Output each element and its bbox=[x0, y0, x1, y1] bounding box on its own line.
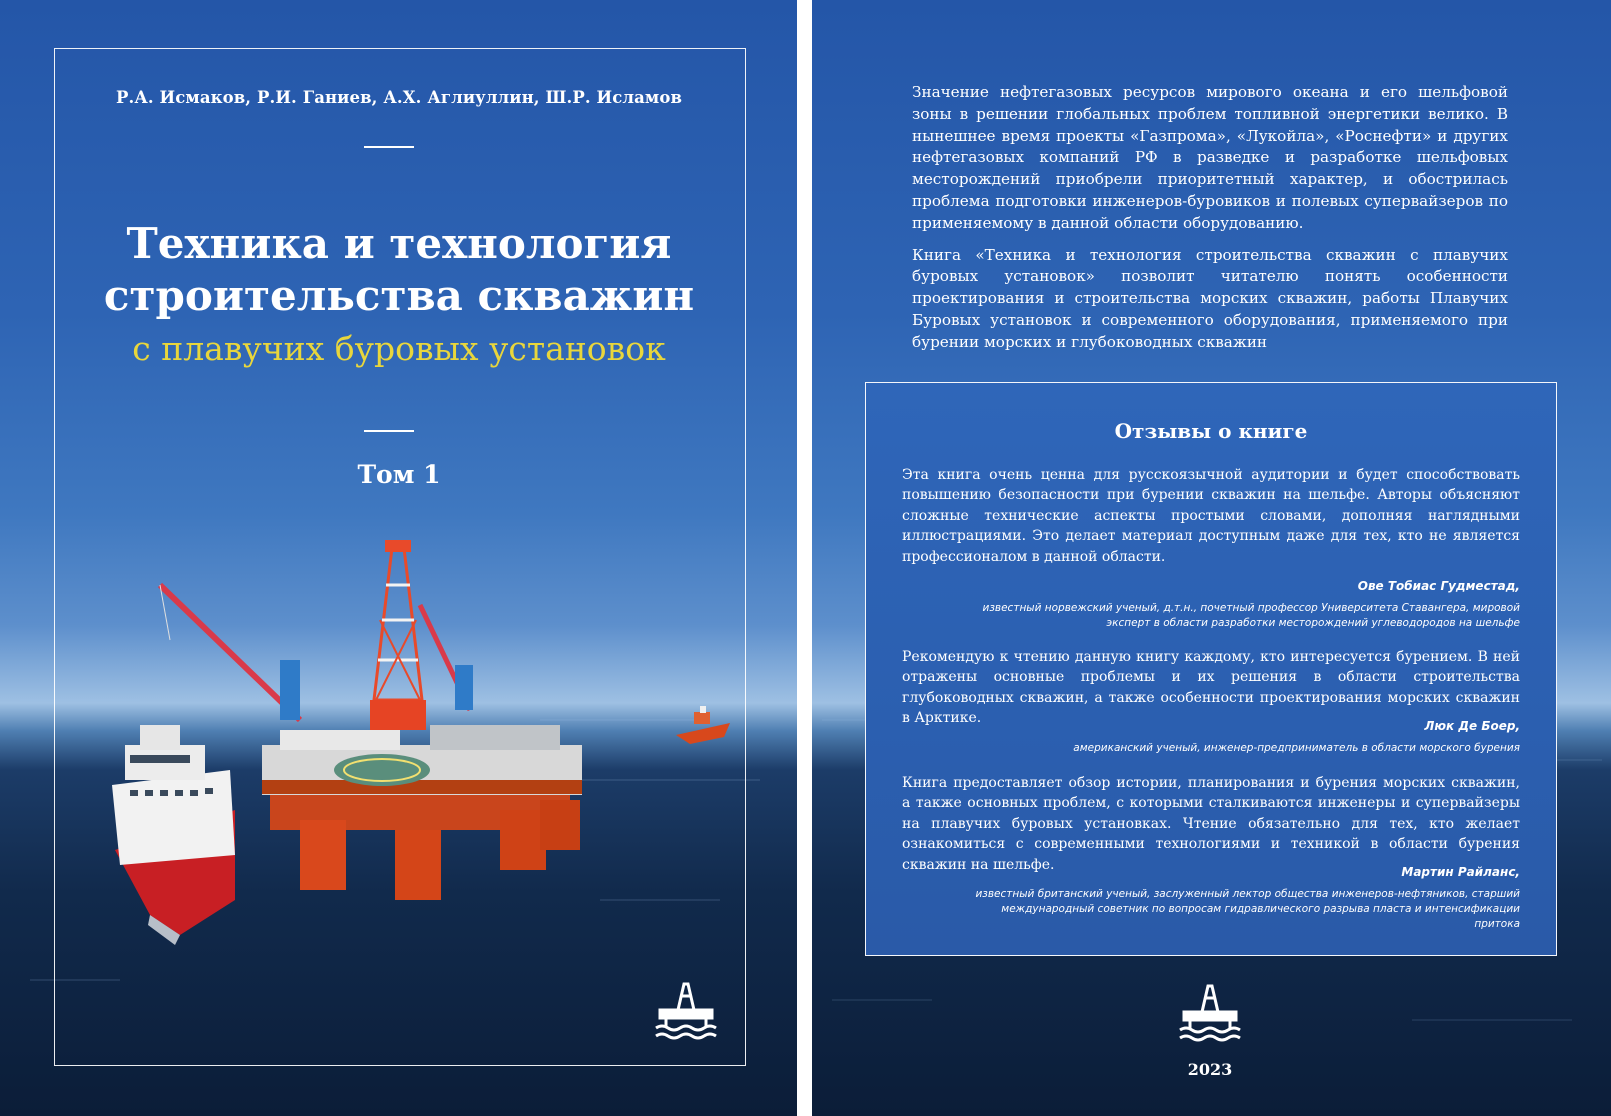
book-title bbox=[54, 218, 744, 322]
reviewer-role: известный норвежский ученый, д.т.н., почетный профессор Университета Ставангера, мировой эксперт в области разработки месторождений углеводородов на шельфе bbox=[982, 602, 1520, 629]
volume-label: Том 1 bbox=[357, 460, 441, 489]
intro-paragraph: Книга «Техника и технология строительства скважин с плавучих буровых установок» позволит читателю понять особенности проектирования и строительства морских скважин, работы Плавучих Буровых установок и современного оборудования, применяемого при бурении морских и глубоководных скважин bbox=[912, 245, 1508, 351]
cover-frame bbox=[54, 48, 746, 1066]
intro-paragraph: Значение нефтегазовых ресурсов мирового океана и его шельфовой зоны в решении глобальных проблем топливной энергетики велико. В нынешнее время проекты «Газпрома», «Лукойла», «Роснефти» и других нефтегазовых компаний РФ в разведке и разработке шельфовых месторождений приобрели приоритетный характер, и обострилась проблема подготовки инженеров-буровиков и полевых супервайзеров по применяемому в данной области оборудованию. bbox=[912, 83, 1508, 232]
reviews-box bbox=[865, 382, 1557, 956]
reviewer-role: известный британский ученый, заслуженный лектор общества инженеров-нефтяников, старший международный советник по вопросам гидравлического разрыва пласта и интенсификации притока bbox=[975, 888, 1520, 930]
review-text: Эта книга очень ценна для русскоязычной аудитории и будет способствовать повышению безопасности при бурении скважин на шельфе. Авторы объясняют сложные технические аспекты простыми словами, дополняя наглядными иллюстрациями. Это делает материал доступным даже для тех, кто не является профессионалом в данной области. bbox=[902, 467, 1520, 565]
book-title-line1: Техника и технология bbox=[126, 219, 672, 268]
authors: Р.А. Исмаков, Р.И. Ганиев, А.Х. Аглиуллин, Ш.Р. Исламов bbox=[115, 88, 683, 107]
divider-top bbox=[364, 146, 414, 148]
drilling-platform-logo-icon bbox=[652, 978, 720, 1042]
reviewer-name: Люк Де Боер, bbox=[1424, 719, 1520, 733]
review-text: Рекомендую к чтению данную книгу каждому, кто интересуется бурением. В ней отражены основные проблемы и их решения в области строительства глубоководных скважин, а также особенности проектирования морских скважин в Арктике. bbox=[902, 649, 1520, 727]
reviewer-role: американский ученый, инженер-предприниматель в области морского бурения bbox=[1073, 742, 1520, 754]
back-intro bbox=[912, 82, 1508, 364]
book-title-line2: строительства скважин bbox=[103, 271, 695, 320]
reviews-title: Отзывы о книге bbox=[1114, 419, 1308, 443]
divider-middle bbox=[364, 430, 414, 432]
reviewer-name: Мартин Райланс, bbox=[1401, 865, 1520, 879]
drilling-platform-logo-icon bbox=[1176, 980, 1244, 1044]
review-text: Книга предоставляет обзор истории, планирования и бурения морских скважин, а также основных проблем, с которыми сталкиваются инженеры и супервайзеры на плавучих буровых установках. Чтение обязательно для тех, кто желает ознакомиться с современными технологиями и техникой в области бурения скважин на шельфе. bbox=[902, 775, 1520, 873]
book-subtitle: с плавучих буровых установок bbox=[132, 329, 666, 368]
front-cover bbox=[0, 0, 797, 1116]
reviewer-name: Ове Тобиас Гудместад, bbox=[1357, 579, 1520, 593]
publication-year: 2023 bbox=[1187, 1060, 1233, 1079]
